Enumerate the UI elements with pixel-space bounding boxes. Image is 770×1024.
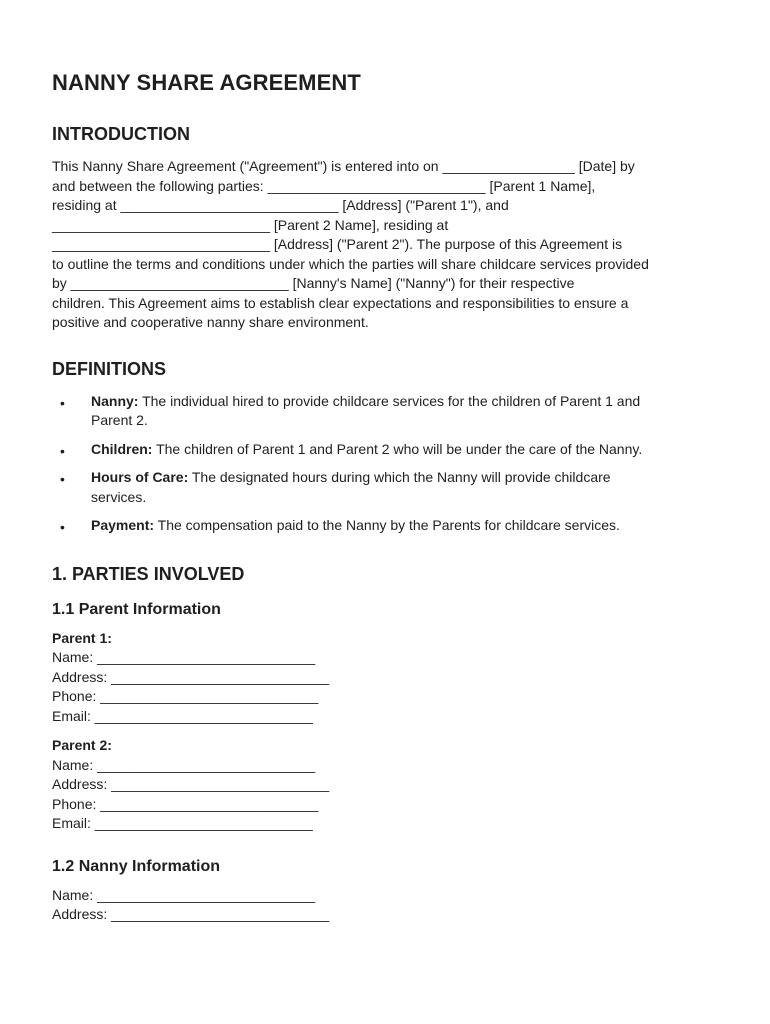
- intro-line: ____________________________ [Address] ("Parent 2"). The purpose of this Agreement is: [52, 236, 623, 252]
- bullet-icon: •: [60, 394, 65, 411]
- nanny-name-field: Name: ____________________________: [52, 886, 316, 903]
- definitions-list: [52, 392, 714, 536]
- bullet-icon: •: [60, 442, 65, 459]
- intro-line: by ____________________________ [Nanny's Name] ("Nanny") for their respective: [52, 275, 575, 291]
- document-title: NANNY SHARE AGREEMENT: [52, 70, 361, 95]
- intro-line: positive and cooperative nanny share environment.: [52, 314, 369, 330]
- parent-2-address-field: Address: ____________________________: [52, 776, 330, 792]
- nanny-block: [52, 886, 714, 925]
- definition-term: Children:: [91, 440, 153, 457]
- parent-1-email-field: Email: ____________________________: [52, 707, 313, 724]
- parent-2-block: [52, 736, 714, 834]
- definition-item-hours-of-care: [52, 468, 714, 507]
- bullet-icon: •: [60, 519, 65, 535]
- parent-1-address-field: Address: ____________________________: [52, 668, 330, 685]
- intro-line: to outline the terms and conditions under which the parties will share childcare services provided: [52, 255, 649, 272]
- parent-1-label: Parent 1:: [52, 629, 112, 646]
- definitions-heading: DEFINITIONS: [52, 358, 167, 379]
- definition-text: services.: [91, 488, 147, 505]
- definition-text: The children of Parent 1 and Parent 2 who will be under the care of the Nanny.: [152, 440, 643, 457]
- parent-1-name-field: Name: ____________________________: [52, 649, 316, 665]
- introduction-paragraph: [52, 157, 714, 333]
- definition-item-payment: [52, 516, 714, 536]
- intro-line: This Nanny Share Agreement ("Agreement") is entered into on _________________ [Date] by: [52, 158, 635, 174]
- definition-text: Parent 2.: [91, 412, 148, 428]
- introduction-heading: INTRODUCTION: [52, 124, 190, 144]
- parent-2-label: Parent 2:: [52, 737, 112, 753]
- parent-2-email-field: Email: ____________________________: [52, 815, 313, 831]
- parent-2-name-field: Name: ____________________________: [52, 756, 316, 773]
- bullet-icon: •: [60, 471, 65, 487]
- intro-line: children. This Agreement aims to establish clear expectations and responsibilities to ensure a: [52, 294, 629, 311]
- definition-term: Payment:: [91, 517, 155, 533]
- definition-term: Hours of Care:: [91, 469, 189, 485]
- nanny-information-heading: 1.2 Nanny Information: [52, 857, 221, 875]
- intro-line: ____________________________ [Parent 2 Name], residing at: [52, 216, 449, 233]
- definition-text: The designated hours during which the Nanny will provide childcare: [188, 469, 611, 485]
- definition-text: The compensation paid to the Nanny by the Parents for childcare services.: [154, 517, 620, 533]
- parties-heading: 1. PARTIES INVOLVED: [52, 563, 245, 584]
- parent-2-phone-field: Phone: ____________________________: [52, 795, 319, 812]
- parent-1-phone-field: Phone: ____________________________: [52, 688, 319, 704]
- definition-item-children: [52, 440, 714, 460]
- definition-term: Nanny:: [91, 392, 139, 409]
- parent-1-block: [52, 629, 714, 727]
- parent-information-heading: 1.1 Parent Information: [52, 600, 221, 618]
- definition-text: The individual hired to provide childcare services for the children of Parent 1 and: [138, 392, 641, 409]
- definition-item-nanny: [52, 392, 714, 431]
- nanny-address-field: Address: ____________________________: [52, 906, 330, 922]
- intro-line: and between the following parties: ____________________________ [Parent 1 Name],: [52, 177, 596, 194]
- intro-line: residing at ____________________________ [Address] ("Parent 1"), and: [52, 197, 509, 213]
